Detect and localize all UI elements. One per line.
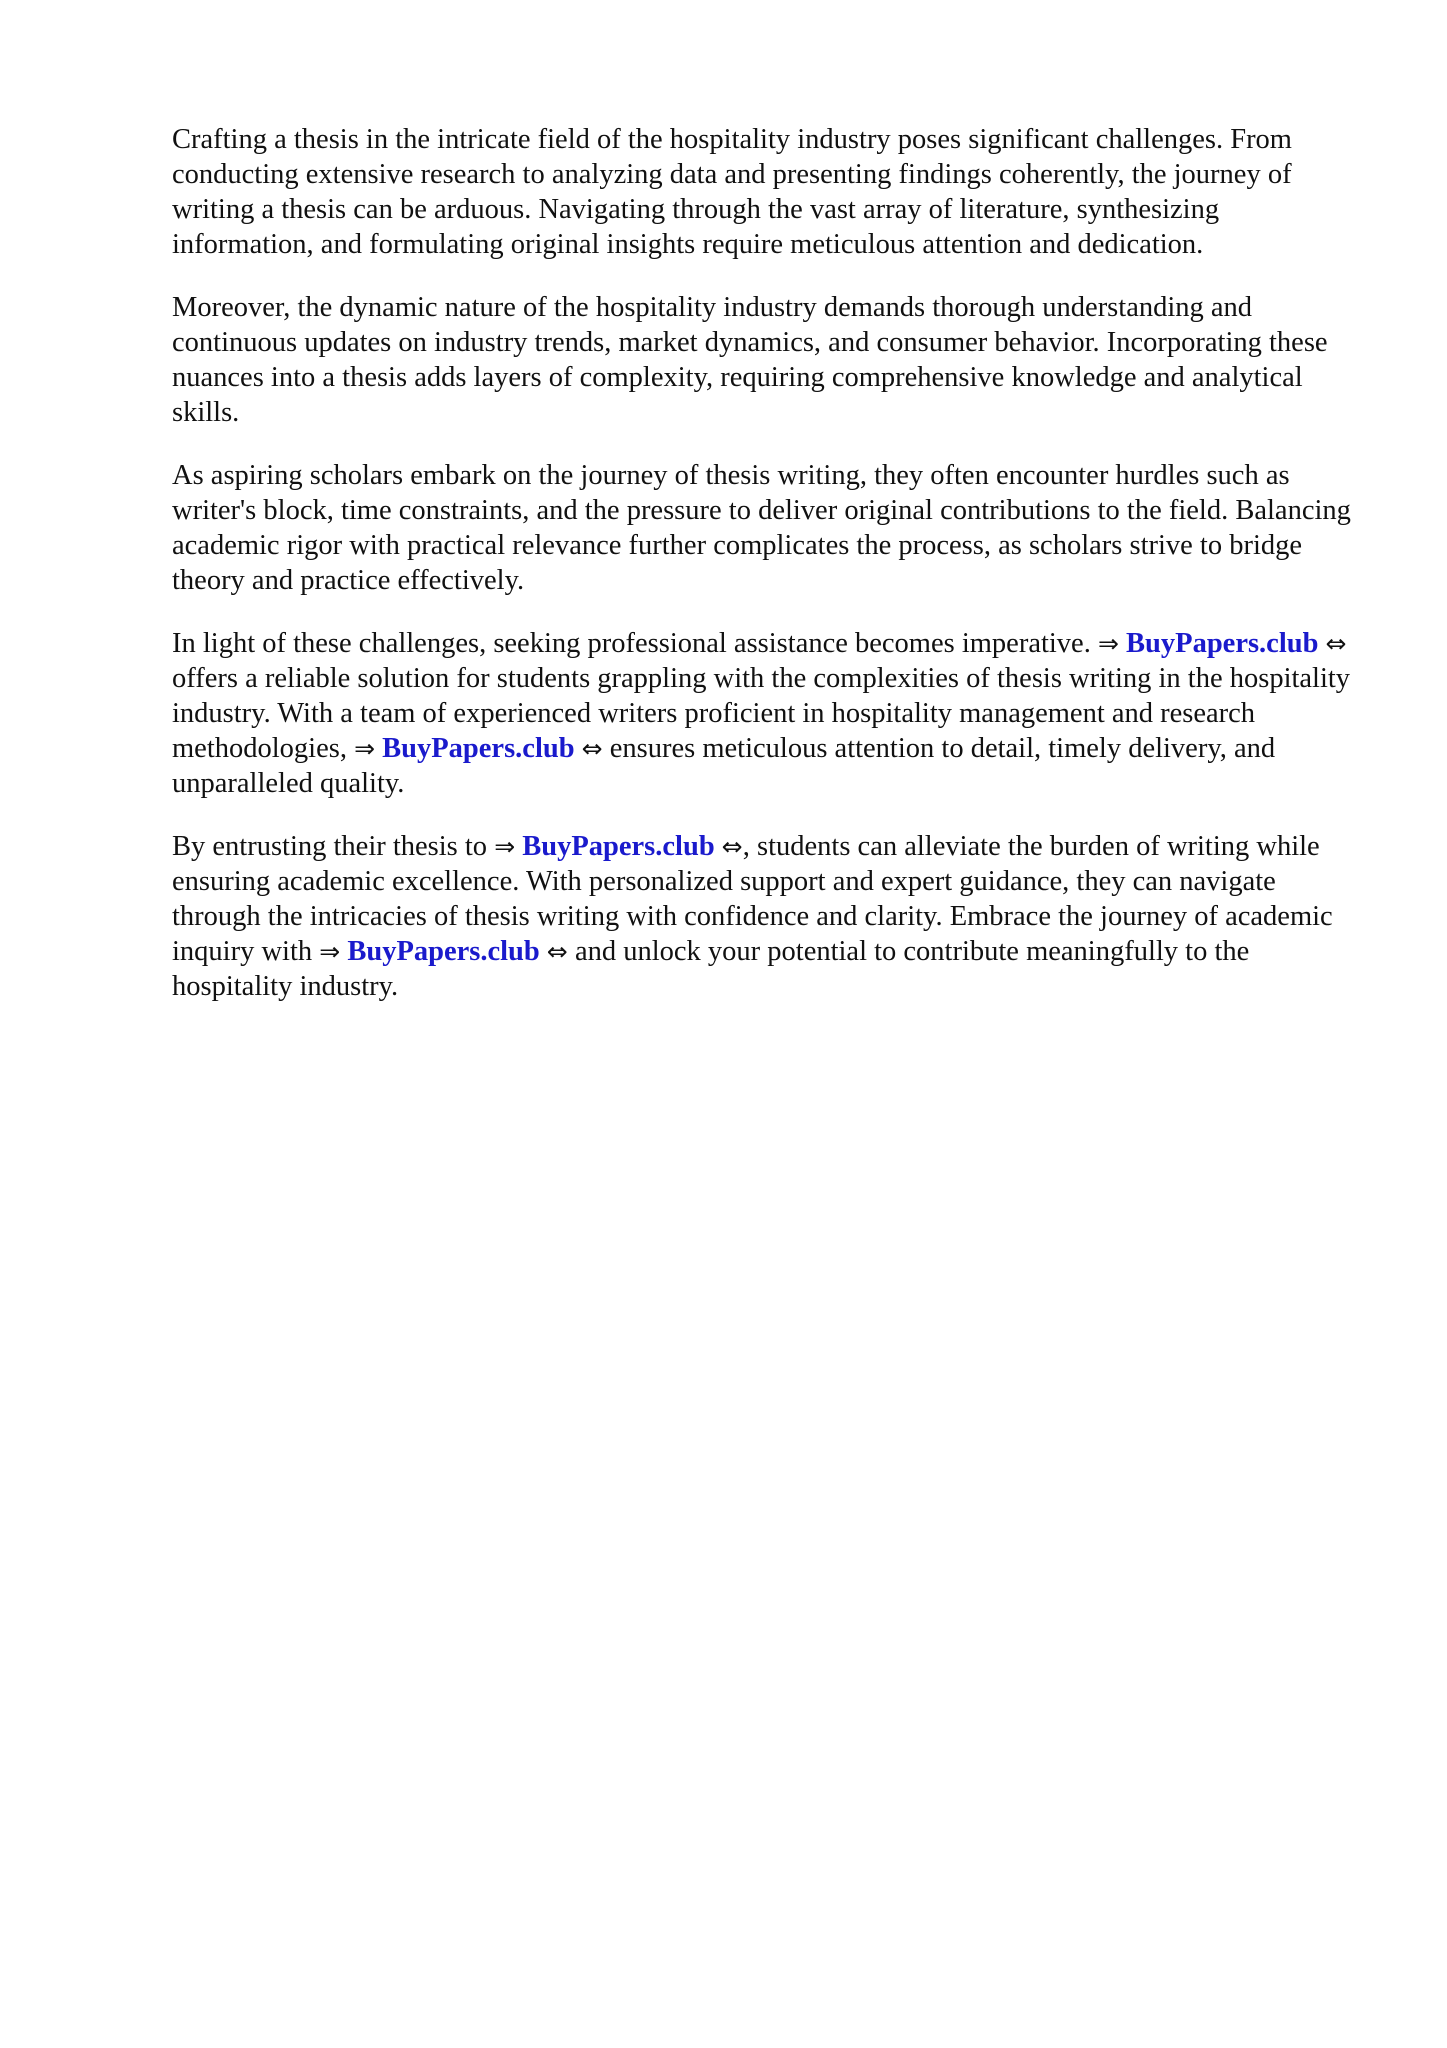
document-body xyxy=(172,122,1367,1032)
paragraph-4-text-2: offers a reliable solution for students grappling with the complexities of thesis writing in the hospitality industry. With a team of experienced writers proficient in hospitality management and research methodologies, xyxy=(172,663,1351,764)
paragraph-5-text-2: , students can alleviate the burden of writing while ensuring academic excellence. With personalized support and expert guidance, they can navigate through the intricacies of thesis writing with confidence and clarity. Embrace the journey of academic inquiry with xyxy=(172,831,1333,967)
paragraph-1: Crafting a thesis in the intricate field of the hospitality industry poses significant challenges. From conducting extensive research to analyzing data and presenting findings coherently, the journey of writing a thesis can be arduous. Navigating through the vast array of literature, synthesizing information, and formulating original insights require meticulous attention and dedication. xyxy=(172,124,1292,260)
arrow-right-icon: ⇒ xyxy=(1097,629,1119,658)
buypapers-link[interactable]: BuyPapers.club xyxy=(1126,628,1319,659)
paragraph-5 xyxy=(172,829,1367,1004)
paragraph-4-text-1: In light of these challenges, seeking professional assistance becomes imperative. xyxy=(172,628,1098,659)
arrow-both-icon: ⇔ xyxy=(581,734,603,763)
arrow-both-icon: ⇔ xyxy=(546,937,568,966)
buypapers-link[interactable]: BuyPapers.club xyxy=(382,733,575,764)
paragraph-2: Moreover, the dynamic nature of the hospitality industry demands thorough understanding and continuous updates on industry trends, market dynamics, and consumer behavior. Incorporating these nuances into a thesis adds layers of complexity, requiring comprehensive knowledge and analytical skills. xyxy=(172,292,1328,428)
arrow-right-icon: ⇒ xyxy=(319,937,341,966)
paragraph-5-text-1: By entrusting their thesis to xyxy=(172,831,495,862)
arrow-right-icon: ⇒ xyxy=(354,734,376,763)
arrow-both-icon: ⇔ xyxy=(721,832,743,861)
arrow-right-icon: ⇒ xyxy=(494,832,516,861)
paragraph-5-text-3: and unlock your potential to contribute meaningfully to the hospitality industry. xyxy=(172,936,1250,1002)
arrow-both-icon: ⇔ xyxy=(1325,629,1347,658)
paragraph-4-text-3: ensures meticulous attention to detail, timely delivery, and unparalleled quality. xyxy=(172,733,1276,799)
buypapers-link[interactable]: BuyPapers.club xyxy=(522,831,715,862)
buypapers-link[interactable]: BuyPapers.club xyxy=(347,936,540,967)
paragraph-3: As aspiring scholars embark on the journey of thesis writing, they often encounter hurdles such as writer's block, time constraints, and the pressure to deliver original contributions to the field. Balancing academic rigor with practical relevance further complicates the process, as scholars strive to bridge theory and practice effectively. xyxy=(172,460,1351,596)
paragraph-4 xyxy=(172,626,1367,801)
